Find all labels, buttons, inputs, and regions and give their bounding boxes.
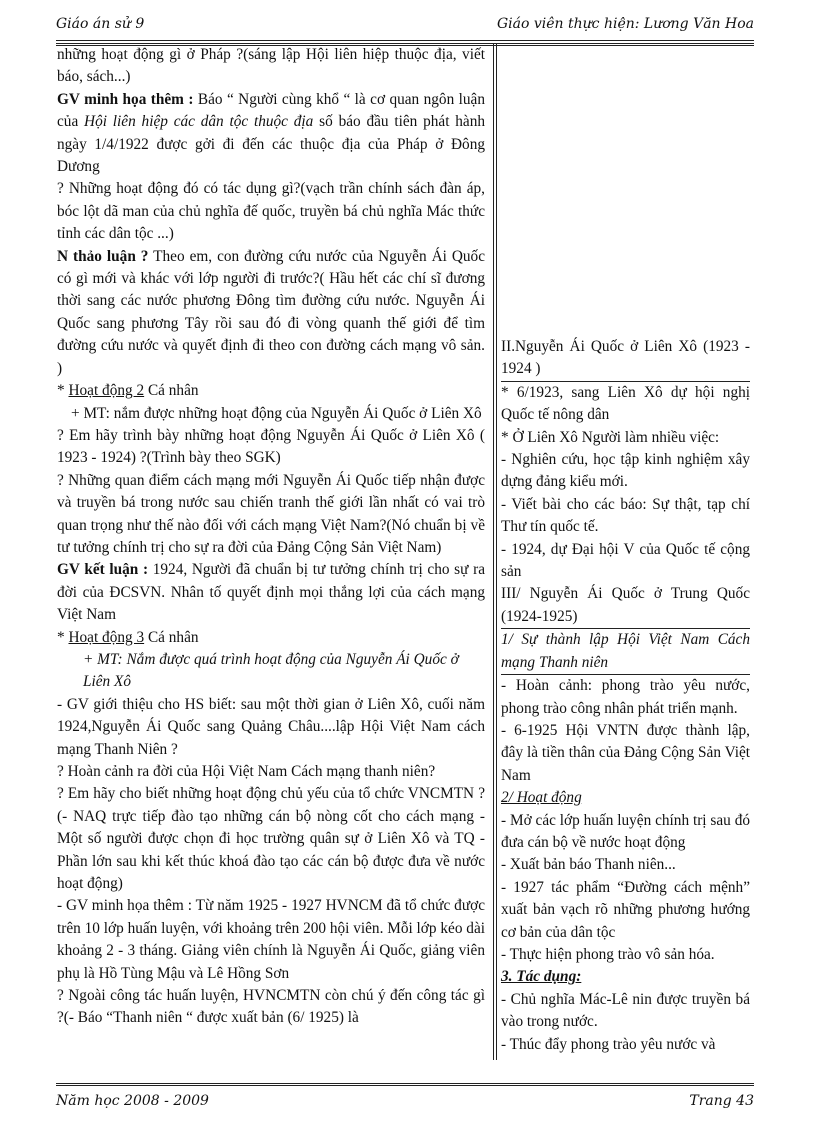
paragraph: những hoạt động gì ở Pháp ?(sáng lập Hội liên hiệp thuộc địa, viết báo, sách...) (57, 46, 485, 86)
note: - Thúc đẩy phong trào yêu nước và (501, 1035, 716, 1053)
note: - Thực hiện phong trào vô sản hóa. (501, 945, 715, 963)
label: N thảo luận ? (57, 247, 149, 265)
section-heading: II.Nguyễn Ái Quốc ở Liên Xô (1923 - 1924 ) (501, 336, 750, 382)
paragraph: ? Em hãy cho biết những hoạt động chủ yếu của tổ chức VNCMTN ?(- NAQ trực tiếp đào tạo những cán bộ nòng cốt cho cách mạng - Một số người được chọn đi học trường quân sự ở Liên Xô và TQ - Phần lớn sau khi kết thúc khoá đào tạo các cán bộ được đưa về nước hoạt động) (57, 785, 485, 893)
note: * Ở Liên Xô Người làm nhiều việc: (501, 428, 720, 446)
note: - Xuất bản báo Thanh niên... (501, 856, 676, 874)
paragraph: ? Ngoài công tác huấn luyện, HVNCMTN còn chú ý đến công tác gì ?(- Báo “Thanh niên “ được xuất bản (6/ 1925) là (57, 987, 485, 1027)
objective: + MT: nắm được những hoạt động của Nguyễn Ái Quốc ở Liên Xô (71, 404, 482, 422)
note: * 6/1923, sang Liên Xô dự hội nghị Quốc tế nông dân (501, 383, 750, 424)
label: GV kết luận : (57, 561, 149, 579)
subsection-heading: 2/ Hoạt động (501, 789, 582, 807)
paragraph: - GV minh họa thêm : Từ năm 1925 - 1927 HVNCM đã tổ chức được trên 10 lớp huấn luyện, với khoảng trên 200 hội viên. Mỗi lớp kéo dài khoảng 2 - 3 tháng. Giảng viên chính là Nguyễn Ái Quốc, giảng viên phụ là Hồ Tùng Mậu và Lê Hồng Sơn (57, 897, 485, 982)
page-footer (56, 1093, 754, 1115)
paragraph: GV kết luận : 1924, Người đã chuẩn bị tư tưởng chính trị cho sự ra đời của ĐCSVN. Nhân tố quyết định mọi thắng lợi của cách mạng Việt Nam (57, 561, 485, 624)
footer-school-year: Năm học 2008 - 2009 (56, 1093, 209, 1109)
header-subject: Giáo án sử 9 (56, 16, 145, 32)
label: GV minh họa thêm : (57, 90, 194, 108)
paragraph: N thảo luận ? Theo em, con đường cứu nước của Nguyễn Ái Quốc có gì mới và khác với lớp người đi trước?( Hầu hết các chí sĩ đương thời sang các nước phương Đông tìm đường cứu nước. Nguyễn Ái Quốc sang phương Tây rồi sau đó đi vòng quanh thế giới để tìm đường cứu nước và quyết định đi theo con đường cách mạng vô sản. ) (57, 247, 485, 377)
column-divider (493, 44, 497, 1060)
paragraph: ? Những quan điểm cách mạng mới Nguyễn Ái Quốc tiếp nhận được và truyền bá trong nước sau chiến tranh thế giới lần nhất có vai trò quan trọng như thế nào đối với cách mạng Việt Nam?(Nó chuẩn bị về tư tưởng chính trị cho sự ra đời của Đảng Cộng Sản Việt Nam) (57, 471, 485, 556)
paragraph: ? Em hãy trình bày những hoạt động Nguyễn Ái Quốc ở Liên Xô ( 1923 - 1924) ?(Trình bày theo SGK) (57, 426, 485, 467)
section-heading: III/ Nguyễn Ái Quốc ở Trung Quốc (1924-1925) (501, 583, 750, 629)
note: - Mở các lớp huấn luyện chính trị sau đó đưa cán bộ về nước hoạt động (501, 811, 750, 851)
activity-heading: * Hoạt động 3 Cá nhân (57, 628, 199, 646)
note: - Chủ nghĩa Mác-Lê nin được truyền bá vào trong nước. (501, 990, 750, 1031)
paragraph: GV minh họa thêm : Báo “ Người cùng khổ “ là cơ quan ngôn luận của Hội liên hiệp các dân tộc thuộc địa số báo đầu tiên phát hành ngày 1/4/1922 được gởi đi đến các thuộc địa của Pháp ở Đông Dương (57, 90, 485, 176)
objective: + MT: Nắm được quá trình hoạt động của Nguyễn Ái Quốc ở Liên Xô (83, 650, 459, 691)
header-teacher: Giáo viên thực hiện: Lương Văn Hoa (496, 16, 754, 32)
blank-space (501, 44, 750, 336)
paragraph: - GV giới thiệu cho HS biết: sau một thời gian ở Liên Xô, cuối năm 1924,Nguyễn Ái Quốc sang Quảng Châu....lập Hội Việt Nam cách mạng Thanh Niên ? (57, 695, 485, 758)
page-header (56, 14, 754, 38)
note: - Hoàn cảnh: phong trào yêu nước, phong trào công nhân phát triển mạnh. (501, 677, 750, 717)
left-column (57, 44, 485, 1030)
note: - Viết bài cho các báo: Sự thật, tạp chí Thư tín quốc tế. (501, 495, 750, 536)
note: - 6-1925 Hội VNTN được thành lập, đây là tiền thân của Đảng Cộng Sản Việt Nam (501, 721, 750, 784)
note: - Nghiên cứu, học tập kinh nghiệm xây dựng đảng kiểu mới. (501, 451, 750, 491)
note: - 1927 tác phẩm “Đường cách mệnh” xuất bản vạch rõ những phương hướng cơ bản của dân tộc (501, 878, 750, 941)
paragraph: ? Hoàn cảnh ra đời của Hội Việt Nam Cách mạng thanh niên? (57, 763, 436, 780)
subsection-heading: 3. Tác dụng: (501, 968, 582, 986)
note: - 1924, dự Đại hội V của Quốc tế cộng sản (501, 540, 750, 581)
footer-rule (56, 1083, 754, 1086)
subsection-heading: 1/ Sự thành lập Hội Việt Nam Cách mạng Thanh niên (501, 629, 750, 675)
activity-heading: * Hoạt động 2 Cá nhân (57, 382, 199, 400)
paragraph: ? Những hoạt động đó có tác dụng gì?(vạch trần chính sách đàn áp, bóc lột dã man của chủ nghĩa đế quốc, truyền bá chủ nghĩa Mác thức tỉnh các dân tộc ...) (57, 180, 485, 243)
right-column (501, 44, 750, 1056)
footer-page-number: Trang 43 (689, 1093, 754, 1109)
